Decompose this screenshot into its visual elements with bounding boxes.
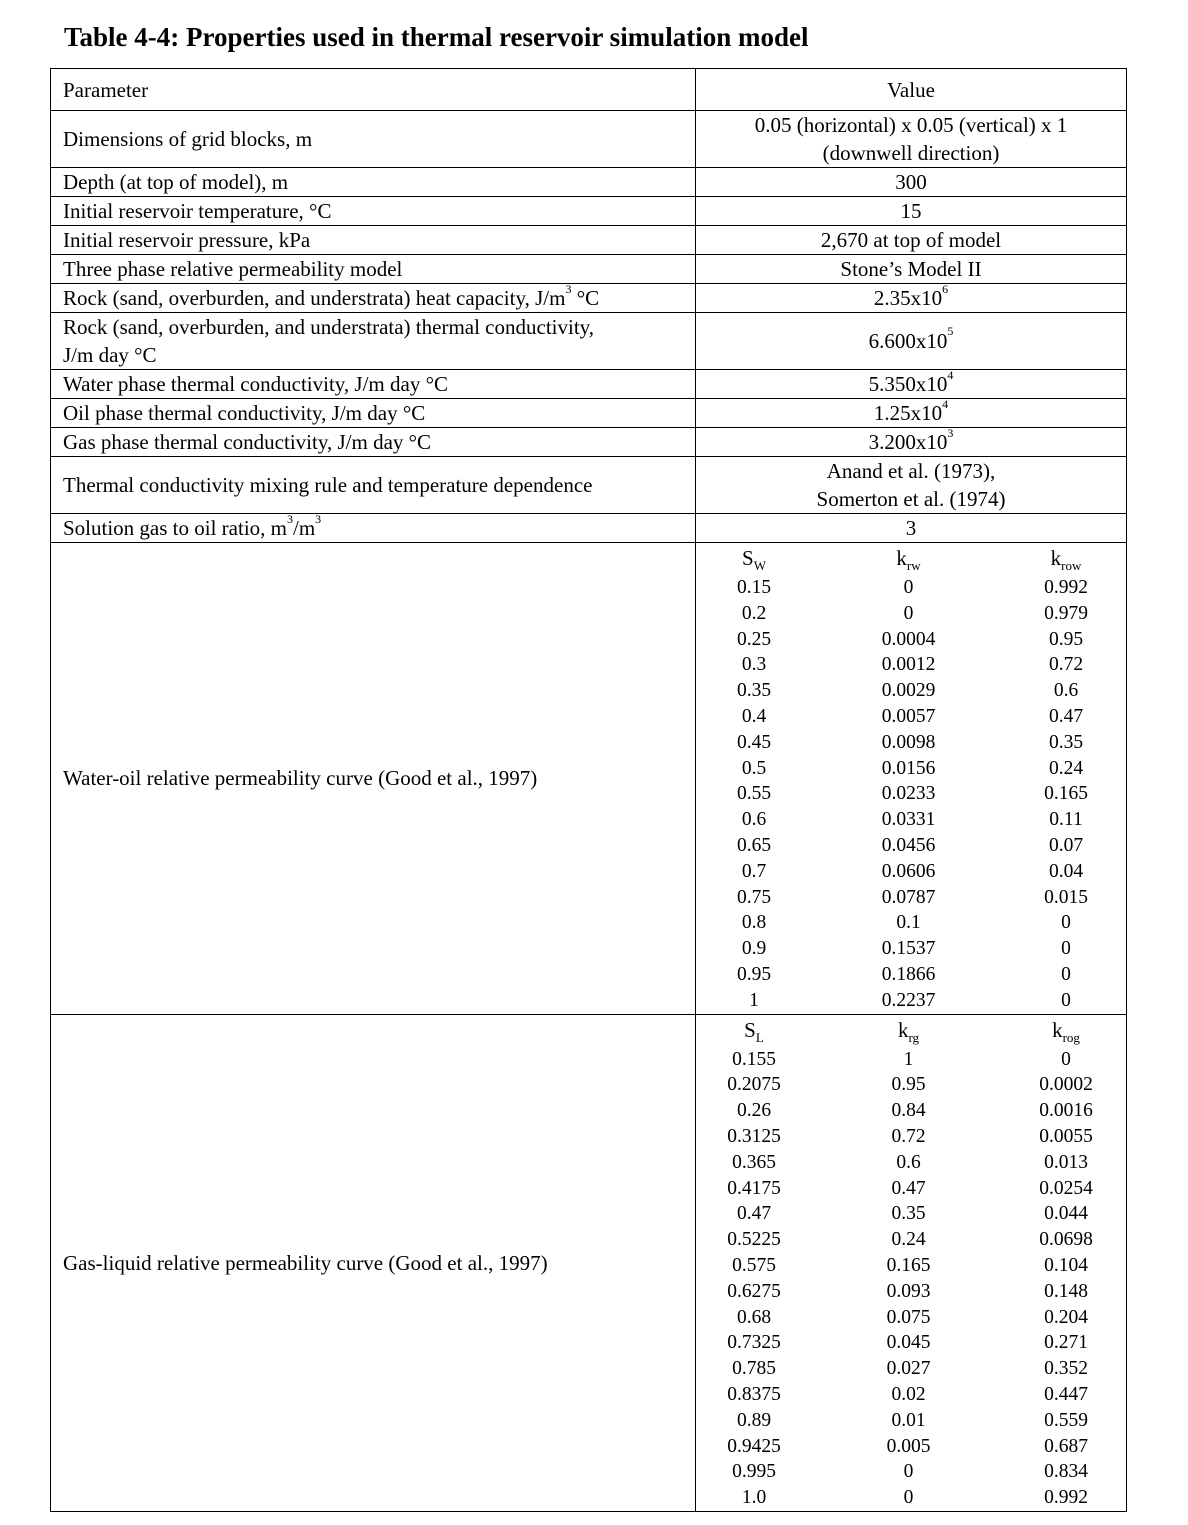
table-cell: 0.5225	[727, 1229, 781, 1251]
table-cell: 0.6	[1053, 680, 1079, 702]
table-cell: 0.0098	[881, 731, 936, 753]
superscript: 3	[315, 511, 322, 526]
table-cell: 0.24	[891, 1229, 926, 1251]
col-header-krow	[1005, 543, 1127, 575]
table-row	[696, 1305, 1127, 1331]
table-cell: 0.0456	[881, 834, 936, 856]
table-cell: 0.352	[1044, 1358, 1088, 1380]
table-row	[696, 807, 1127, 833]
table-cell: 1.0	[741, 1487, 767, 1509]
value-base: 1.25x10	[873, 400, 943, 425]
table-cell: 0.6275	[727, 1280, 781, 1302]
table-cell: 0.55	[736, 783, 772, 805]
table-cell: 0.6	[741, 809, 767, 831]
param-label: Gas phase thermal conductivity, J/m day °C	[51, 428, 696, 457]
table-cell: 0	[1061, 912, 1071, 934]
exponent: 4	[947, 367, 954, 382]
table-cell: 0.8	[741, 912, 767, 934]
table-cell: 0.9	[741, 938, 767, 960]
param-value: Stone’s Model II	[696, 255, 1127, 284]
table-row	[696, 1408, 1127, 1434]
symbol: S	[744, 1017, 756, 1042]
table-row	[51, 370, 1127, 399]
col-header-krw	[812, 543, 1005, 575]
table-row	[696, 962, 1127, 988]
table-cell: 0.0233	[881, 783, 936, 805]
table-cell: 0.0698	[1039, 1229, 1093, 1251]
table-row	[696, 652, 1127, 678]
table-row	[696, 1150, 1127, 1176]
table-row	[51, 226, 1127, 255]
value-line: (downwell direction)	[822, 141, 1000, 165]
table-row	[51, 457, 1127, 514]
table-cell: 0.575	[732, 1254, 776, 1276]
table-row	[696, 730, 1127, 756]
table-cell: 0.271	[1044, 1332, 1088, 1354]
table-cell: 0.84	[891, 1100, 926, 1122]
table-row	[696, 1279, 1127, 1305]
table-row	[51, 168, 1127, 197]
table-row	[51, 111, 1127, 168]
table-row	[696, 756, 1127, 782]
table-row	[696, 885, 1127, 911]
param-label: Initial reservoir temperature, °C	[51, 197, 696, 226]
table-row	[696, 1434, 1127, 1460]
gas-liquid-subtable	[696, 1015, 1127, 1511]
table-cell: 0.7325	[727, 1332, 781, 1354]
table-row	[696, 988, 1127, 1014]
table-row	[696, 1485, 1127, 1511]
table-cell: 0.0004	[881, 628, 936, 650]
value-line: 0.05 (horizontal) x 0.05 (vertical) x 1	[754, 113, 1068, 137]
table-cell: 0.155	[732, 1048, 776, 1070]
table-cell: 0.0055	[1039, 1125, 1093, 1147]
table-cell: 0.2	[741, 602, 767, 624]
header-value: Value	[696, 69, 1127, 111]
table-cell: 0	[903, 577, 914, 598]
table-cell: 0.1866	[881, 963, 936, 985]
table-cell: 0.65	[736, 834, 772, 856]
table-cell: 0	[1061, 989, 1071, 1011]
table-cell: 0.7	[741, 860, 767, 882]
table-row	[696, 575, 1127, 601]
param-value	[696, 281, 1127, 313]
exponent: 6	[942, 281, 949, 296]
label-line: Rock (sand, overburden, and understrata) thermal conductivity,	[63, 315, 595, 339]
param-value	[696, 313, 1127, 370]
table-cell: 0.4175	[727, 1177, 781, 1199]
param-label: Water-oil relative permeability curve (Good et al., 1997)	[51, 543, 696, 1015]
table-row	[696, 1356, 1127, 1382]
table-cell: 0.75	[736, 886, 772, 908]
col-header-krg	[812, 1015, 1005, 1047]
table-cell: 0.89	[736, 1409, 772, 1431]
table-cell: 0.559	[1044, 1409, 1088, 1431]
table-row	[696, 1098, 1127, 1124]
table-cell: 0	[903, 602, 914, 624]
table-cell: 0.044	[1044, 1203, 1088, 1225]
symbol: k	[896, 546, 907, 570]
table-row	[51, 255, 1127, 284]
param-label: Gas-liquid relative permeability curve (Good et al., 1997)	[51, 1014, 696, 1511]
table-row	[696, 936, 1127, 962]
table-cell: 0.24	[1048, 757, 1084, 779]
gas-liquid-subtable-cell	[696, 1014, 1127, 1511]
col-header-krog	[1005, 1015, 1127, 1047]
param-label	[51, 511, 696, 543]
label-text: Solution gas to oil ratio, m	[63, 515, 287, 540]
param-value: 300	[696, 168, 1127, 197]
subscript: rg	[908, 1029, 920, 1045]
table-cell: 0.0016	[1039, 1100, 1093, 1122]
table-cell: 0	[1061, 938, 1071, 960]
table-cell: 0.8375	[727, 1383, 781, 1405]
table-cell: 0.9425	[727, 1435, 781, 1457]
table-cell: 0.07	[1048, 834, 1084, 856]
param-value	[696, 457, 1127, 514]
table-cell: 0.148	[1044, 1280, 1088, 1302]
table-cell: 0.25	[736, 628, 772, 650]
col-header-sw	[696, 543, 812, 575]
label-text: °C	[571, 285, 600, 310]
table-cell: 0.47	[736, 1203, 772, 1225]
table-cell: 0.979	[1044, 602, 1088, 624]
param-value: 15	[696, 197, 1127, 226]
table-row	[696, 910, 1127, 936]
table-row	[696, 833, 1127, 859]
table-cell: 0.95	[736, 963, 772, 985]
subscript: L	[755, 1029, 764, 1045]
table-cell: 0.013	[1044, 1151, 1088, 1173]
label-text: Rock (sand, overburden, and understrata) heat capacity, J/m	[63, 285, 566, 310]
table-cell: 0.0331	[881, 809, 936, 831]
label-line: J/m day °C	[63, 343, 157, 367]
table-caption: Table 4-4: Properties used in thermal reservoir simulation model	[64, 22, 809, 52]
table-cell: 0.68	[736, 1306, 772, 1328]
table-cell: 0.447	[1044, 1383, 1088, 1405]
table-cell: 0.992	[1044, 577, 1088, 598]
table-row	[696, 1459, 1127, 1485]
table-row	[696, 627, 1127, 653]
subscript: rw	[906, 558, 921, 573]
table-row	[696, 704, 1127, 730]
table-cell: 0.15	[736, 577, 772, 598]
symbol: k	[897, 1017, 909, 1042]
value-base: 6.600x10	[868, 329, 948, 353]
table-row	[51, 428, 1127, 457]
table-cell: 0.3	[741, 654, 767, 676]
value-base: 5.350x10	[868, 371, 948, 396]
table-cell: 0.0029	[881, 680, 936, 702]
table-cell: 0.0606	[881, 860, 936, 882]
value-base: 3.200x10	[868, 429, 948, 454]
superscript: 3	[565, 281, 572, 296]
table-cell: 1	[749, 989, 759, 1011]
table-cell: 0.687	[1044, 1435, 1088, 1457]
table-row	[696, 601, 1127, 627]
table-cell: 0.785	[732, 1358, 776, 1380]
table-cell: 0.015	[1044, 886, 1088, 908]
table-cell: 0.0002	[1039, 1074, 1093, 1096]
param-label: Thermal conductivity mixing rule and temperature dependence	[51, 457, 696, 514]
table-cell: 0.72	[1048, 654, 1084, 676]
table-cell: 0.204	[1044, 1306, 1088, 1328]
symbol: S	[742, 546, 754, 570]
table-cell: 0.6	[896, 1151, 921, 1173]
table-row	[51, 284, 1127, 313]
param-label: Dimensions of grid blocks, m	[51, 111, 696, 168]
param-label: Water phase thermal conductivity, J/m day °C	[51, 370, 696, 399]
exponent: 4	[942, 396, 949, 411]
table-cell: 0.0254	[1039, 1177, 1093, 1199]
table-cell: 0.1	[896, 912, 921, 934]
properties-table	[50, 68, 1127, 1512]
water-oil-row	[51, 543, 1127, 1015]
param-value: 3	[696, 514, 1127, 543]
table-row	[51, 197, 1127, 226]
table-cell: 0.5	[741, 757, 767, 779]
subtable-header	[696, 543, 1127, 575]
table-cell: 0	[1061, 963, 1071, 985]
table-cell: 0.35	[736, 680, 772, 702]
table-cell: 0.95	[891, 1074, 926, 1096]
value-line: Somerton et al. (1974)	[816, 487, 1006, 511]
table-cell: 0.027	[886, 1358, 931, 1380]
table-cell: 0.02	[891, 1383, 926, 1405]
table-row	[696, 1330, 1127, 1356]
param-value	[696, 425, 1127, 457]
table-cell: 0.35	[891, 1203, 926, 1225]
table-cell: 0.093	[886, 1280, 931, 1302]
symbol: k	[1050, 546, 1062, 570]
water-oil-subtable-cell	[696, 543, 1127, 1015]
table-cell: 0	[903, 1487, 914, 1509]
table-cell: 0	[903, 1461, 914, 1483]
table-cell: 0.0012	[881, 654, 936, 676]
subscript: W	[753, 558, 766, 573]
gas-liquid-row	[51, 1014, 1127, 1511]
label-text: /m	[293, 515, 316, 540]
table-row	[696, 1047, 1127, 1073]
table-row	[51, 514, 1127, 543]
table-cell: 0.35	[1048, 731, 1084, 753]
table-row	[696, 678, 1127, 704]
table-cell: 0.47	[1048, 705, 1084, 727]
table-cell: 1	[903, 1048, 914, 1070]
table-cell: 0	[1061, 1048, 1071, 1070]
table-row	[51, 313, 1127, 370]
table-cell: 0.0156	[881, 757, 936, 779]
table-cell: 0.1537	[881, 938, 936, 960]
table-cell: 0.11	[1049, 809, 1083, 831]
table-row	[696, 1201, 1127, 1227]
table-row	[696, 1253, 1127, 1279]
table-cell: 0.04	[1048, 860, 1084, 882]
table-cell: 0.26	[736, 1100, 772, 1122]
water-oil-subtable	[696, 543, 1127, 1014]
table-row	[51, 399, 1127, 428]
subtable-header	[696, 1015, 1127, 1047]
table-cell: 0.3125	[727, 1125, 781, 1147]
table-cell: 0.045	[886, 1332, 931, 1354]
table-row	[696, 1227, 1127, 1253]
table-cell: 0.0057	[881, 705, 936, 727]
table-cell: 0.2237	[881, 989, 936, 1011]
param-label	[51, 313, 696, 370]
table-cell: 0.365	[732, 1151, 776, 1173]
table-cell: 0.2075	[727, 1074, 781, 1096]
param-label: Depth (at top of model), m	[51, 168, 696, 197]
col-header-sl	[696, 1015, 812, 1047]
table-cell: 0.4	[741, 705, 767, 727]
table-cell: 0.95	[1048, 628, 1084, 650]
table-cell: 0.165	[886, 1254, 931, 1276]
param-value	[696, 111, 1127, 168]
symbol: k	[1052, 1017, 1063, 1042]
value-line: Anand et al. (1973),	[826, 459, 996, 483]
table-row	[696, 781, 1127, 807]
value-base: 2.35x10	[873, 285, 943, 310]
table-row	[696, 859, 1127, 885]
table-cell: 0.005	[886, 1435, 931, 1457]
table-row	[696, 1176, 1127, 1202]
table-cell: 0.104	[1044, 1254, 1088, 1276]
table-cell: 0.47	[891, 1177, 926, 1199]
table-cell: 0.72	[891, 1125, 926, 1147]
param-label: Oil phase thermal conductivity, J/m day °C	[51, 399, 696, 428]
param-label: Three phase relative permeability model	[51, 255, 696, 284]
table-cell: 0.992	[1044, 1487, 1088, 1509]
table-row	[696, 1072, 1127, 1098]
table-row	[696, 1124, 1127, 1150]
table-cell: 0.01	[891, 1409, 926, 1431]
table-row	[696, 1382, 1127, 1408]
param-value	[696, 367, 1127, 399]
table-cell: 0.075	[886, 1306, 931, 1328]
exponent: 3	[947, 425, 954, 440]
exponent: 5	[947, 324, 954, 338]
param-value	[696, 396, 1127, 428]
table-cell: 0.45	[736, 731, 772, 753]
subscript: rog	[1062, 1029, 1080, 1045]
superscript: 3	[287, 511, 293, 526]
table-cell: 0.834	[1044, 1461, 1088, 1483]
table-cell: 0.0787	[881, 886, 936, 908]
header-row	[51, 69, 1127, 111]
table-cell: 0.995	[732, 1461, 776, 1483]
param-value: 2,670 at top of model	[696, 226, 1127, 255]
param-label	[51, 281, 696, 313]
header-parameter: Parameter	[51, 69, 696, 111]
param-label: Initial reservoir pressure, kPa	[51, 226, 696, 255]
table-cell: 0.165	[1044, 783, 1088, 805]
subscript: row	[1061, 558, 1082, 573]
